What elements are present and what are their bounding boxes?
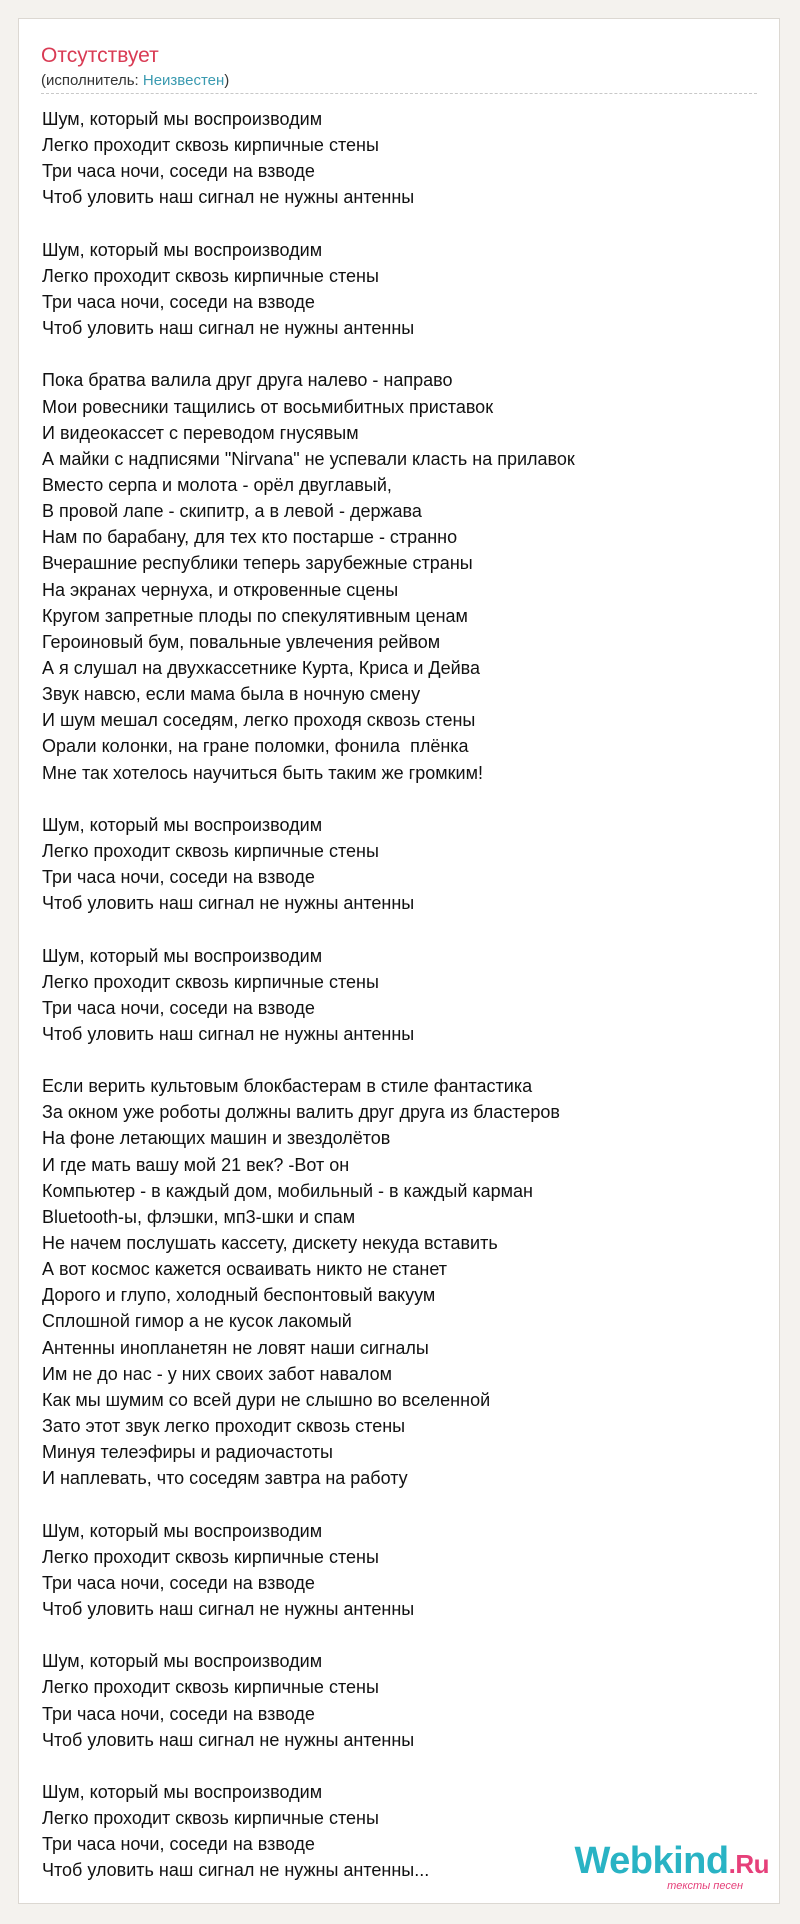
lyric-line: Нам по барабану, для тех кто постарше - странно — [42, 527, 458, 548]
stanza-break — [42, 1622, 762, 1648]
lyric-line: Легко проходит сквозь кирпичные стены — [42, 1808, 379, 1829]
logo-tld: .Ru — [728, 1849, 769, 1879]
stanza-break — [42, 916, 762, 942]
lyric-line: Три часа ночи, соседи на взводе — [42, 1834, 315, 1855]
lyric-line: Легко проходит сквозь кирпичные стены — [42, 840, 379, 861]
lyric-line: Чтоб уловить наш сигнал не нужны антенны — [42, 893, 415, 914]
lyric-line: Героиновый бум, повальные увлечения рейвом — [42, 631, 441, 652]
lyric-line: Мои ровесники тащились от восьмибитных приставок — [42, 396, 494, 417]
lyric-line: Чтоб уловить наш сигнал не нужны антенны — [42, 318, 415, 339]
lyric-line: И шум мешал соседям, легко проходя сквозь стены — [42, 710, 476, 731]
lyric-line: Пока братва валила друг друга налево - направо — [42, 370, 453, 391]
lyric-line: Легко проходит сквозь кирпичные стены — [42, 1546, 379, 1567]
divider — [41, 93, 757, 94]
lyric-line: Звук навсю, если мама была в ночную смену — [42, 684, 421, 705]
stanza-break — [42, 341, 762, 367]
lyric-line: Три часа ночи, соседи на взводе — [42, 867, 315, 888]
artist-prefix: (исполнитель: — [41, 72, 143, 89]
lyric-line: Орали колонки, на гране поломки, фонила плёнка — [42, 736, 469, 757]
lyric-line: В провой лапе - скипитр, а в левой - держава — [42, 501, 422, 522]
lyric-line: Три часа ночи, соседи на взводе — [42, 291, 315, 312]
lyric-line: Если верить культовым блокбастерам в стиле фантастика — [42, 1076, 533, 1097]
lyric-line: Зато этот звук легко проходит сквозь стены — [42, 1416, 406, 1437]
lyric-line: Вчерашние республики теперь зарубежные страны — [42, 553, 473, 574]
logo-wordmark — [549, 1841, 769, 1884]
artist-suffix: ) — [224, 72, 230, 89]
lyric-line: И где мать вашу мой 21 век? -Вот он — [42, 1154, 350, 1175]
lyric-line: Антенны инопланетян не ловят наши сигналы — [42, 1337, 429, 1358]
logo-tagline: тексты песен — [667, 1880, 743, 1892]
lyric-line: Чтоб уловить наш сигнал не нужны антенны — [42, 1023, 415, 1044]
lyric-line: Чтоб уловить наш сигнал не нужны антенны — [42, 187, 415, 208]
lyric-line: Легко проходит сквозь кирпичные стены — [42, 135, 379, 156]
webkind-logo[interactable] — [549, 1841, 769, 1893]
lyric-line: Bluetooth-ы, флэшки, мп3-шки и спам — [42, 1206, 356, 1227]
lyric-line: Легко проходит сквозь кирпичные стены — [42, 1677, 379, 1698]
lyric-line: Шум, который мы воспроизводим — [42, 1782, 323, 1802]
lyric-line: Три часа ночи, соседи на взводе — [42, 997, 315, 1018]
lyric-line: А вот космос кажется осваивать никто не станет — [42, 1259, 447, 1280]
lyric-line: Шум, который мы воспроизводим — [42, 1520, 323, 1541]
lyric-line: Шум, который мы воспроизводим — [42, 109, 323, 129]
logo-name: Webkind — [574, 1840, 729, 1882]
stanza-break — [42, 211, 762, 237]
lyric-line: Шум, который мы воспроизводим — [42, 945, 323, 966]
lyric-line: За окном уже роботы должны валить друг друга из бластеров — [42, 1102, 560, 1123]
lyric-line: Три часа ночи, соседи на взводе — [42, 161, 315, 182]
lyric-line: Легко проходит сквозь кирпичные стены — [42, 265, 379, 286]
lyrics-text — [42, 106, 762, 1884]
stanza-break — [42, 786, 762, 812]
lyric-line: А я слушал на двухкассетнике Курта, Криса и Дейва — [42, 657, 481, 678]
lyric-line: Как мы шумим со всей дури не слышно во вселенной — [42, 1389, 491, 1410]
lyric-line: Легко проходит сквозь кирпичные стены — [42, 971, 379, 992]
artist-link[interactable]: Неизвестен — [142, 72, 225, 89]
lyric-line: Минуя телеэфиры и радиочастоты — [42, 1442, 333, 1463]
lyrics-card — [18, 18, 780, 1904]
lyric-line: На экранах чернуха, и откровенные сцены — [42, 579, 399, 600]
stanza-break — [42, 1753, 762, 1779]
lyric-line: Мне так хотелось научиться быть таким же громким! — [42, 762, 483, 783]
lyric-line: Чтоб уловить наш сигнал не нужны антенны — [42, 1729, 415, 1750]
lyric-line: А майки с надписями "Nirvana" не успевали класть на прилавок — [42, 448, 575, 469]
lyric-line: И наплевать, что соседям завтра на работу — [42, 1468, 408, 1489]
lyric-line: Дорого и глупо, холодный беспонтовый вакуум — [42, 1285, 436, 1306]
lyric-line: Кругом запретные плоды по спекулятивным ценам — [42, 605, 468, 626]
lyric-line: Им не до нас - у них своих забот навалом — [42, 1363, 392, 1384]
lyric-line: Шум, который мы воспроизводим — [42, 814, 323, 835]
lyric-line: На фоне летающих машин и звездолётов — [42, 1128, 391, 1149]
stanza-break — [42, 1047, 762, 1073]
lyric-line: Не начем послушать кассету, дискету некуда вставить — [42, 1233, 498, 1254]
artist-line — [41, 72, 229, 90]
lyric-line: Чтоб уловить наш сигнал не нужны антенны — [42, 1599, 415, 1620]
lyric-line: Чтоб уловить наш сигнал не нужны антенны... — [42, 1860, 430, 1881]
stanza-break — [42, 1491, 762, 1517]
lyric-line: Сплошной гимор а не кусок лакомый — [42, 1311, 352, 1332]
lyric-line: Компьютер - в каждый дом, мобильный - в каждый карман — [42, 1180, 533, 1201]
lyric-line: Три часа ночи, соседи на взводе — [42, 1703, 315, 1724]
lyric-line: Шум, который мы воспроизводим — [42, 239, 323, 260]
lyric-line: Вместо серпа и молота - орёл двуглавый, — [42, 474, 392, 495]
lyric-line: Три часа ночи, соседи на взводе — [42, 1572, 315, 1593]
lyric-line: И видеокассет с переводом гнусявым — [42, 422, 359, 443]
lyric-line: Шум, который мы воспроизводим — [42, 1651, 323, 1672]
song-title: Отсутствует — [41, 44, 159, 67]
